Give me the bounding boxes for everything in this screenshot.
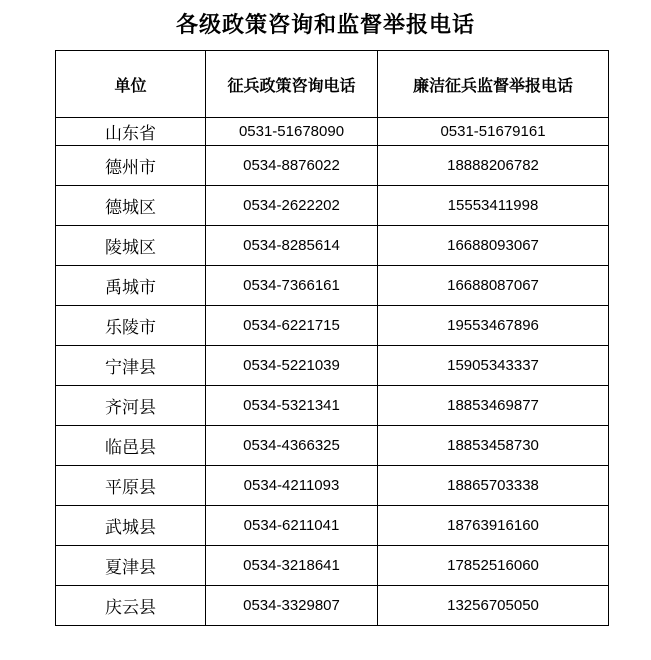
table-row: [56, 466, 609, 506]
report-phone-cell: 18853458730: [378, 426, 609, 466]
table-row: [56, 346, 609, 386]
unit-cell: 德城区: [56, 186, 206, 226]
unit-cell: 庆云县: [56, 586, 206, 626]
report-phone-cell: 13256705050: [378, 586, 609, 626]
report-phone-cell: 17852516060: [378, 546, 609, 586]
table-row: [56, 226, 609, 266]
consult-phone-cell: 0534-3329807: [206, 586, 378, 626]
consult-phone-cell: 0534-2622202: [206, 186, 378, 226]
unit-cell: 山东省: [56, 118, 206, 146]
consult-phone-cell: 0534-8876022: [206, 146, 378, 186]
consult-phone-cell: 0534-8285614: [206, 226, 378, 266]
table-row: [56, 186, 609, 226]
unit-cell: 临邑县: [56, 426, 206, 466]
table-row: [56, 306, 609, 346]
consult-phone-cell: 0534-5321341: [206, 386, 378, 426]
table-row: [56, 426, 609, 466]
consult-phone-cell: 0534-3218641: [206, 546, 378, 586]
table-body: [56, 118, 609, 626]
report-phone-cell: 15905343337: [378, 346, 609, 386]
report-phone-cell: 18888206782: [378, 146, 609, 186]
page-title: 各级政策咨询和监督举报电话: [175, 13, 475, 38]
table-row: [56, 146, 609, 186]
report-phone-cell: 18865703338: [378, 466, 609, 506]
table-row: [56, 386, 609, 426]
unit-cell: 武城县: [56, 506, 206, 546]
table-row: [56, 506, 609, 546]
unit-cell: 陵城区: [56, 226, 206, 266]
report-phone-cell: 15553411998: [378, 186, 609, 226]
consult-phone-cell: 0534-5221039: [206, 346, 378, 386]
table-header-row: [56, 51, 609, 118]
unit-cell: 夏津县: [56, 546, 206, 586]
report-phone-cell: 16688087067: [378, 266, 609, 306]
consult-phone-cell: 0531-51678090: [206, 118, 378, 146]
unit-cell: 齐河县: [56, 386, 206, 426]
consult-phone-cell: 0534-4366325: [206, 426, 378, 466]
header-unit: 单位: [56, 51, 206, 118]
table-row: [56, 586, 609, 626]
unit-cell: 禹城市: [56, 266, 206, 306]
consult-phone-cell: 0534-6211041: [206, 506, 378, 546]
consult-phone-cell: 0534-6221715: [206, 306, 378, 346]
unit-cell: 德州市: [56, 146, 206, 186]
table-row: [56, 118, 609, 146]
consult-phone-cell: 0534-4211093: [206, 466, 378, 506]
report-phone-cell: 19553467896: [378, 306, 609, 346]
consult-phone-cell: 0534-7366161: [206, 266, 378, 306]
unit-cell: 平原县: [56, 466, 206, 506]
header-consult-phone: 征兵政策咨询电话: [206, 51, 378, 118]
table-row: [56, 546, 609, 586]
report-phone-cell: 18853469877: [378, 386, 609, 426]
phone-table: [55, 50, 609, 626]
report-phone-cell: 18763916160: [378, 506, 609, 546]
unit-cell: 宁津县: [56, 346, 206, 386]
header-report-phone: 廉洁征兵监督举报电话: [378, 51, 609, 118]
report-phone-cell: 0531-51679161: [378, 118, 609, 146]
table-row: [56, 266, 609, 306]
unit-cell: 乐陵市: [56, 306, 206, 346]
report-phone-cell: 16688093067: [378, 226, 609, 266]
